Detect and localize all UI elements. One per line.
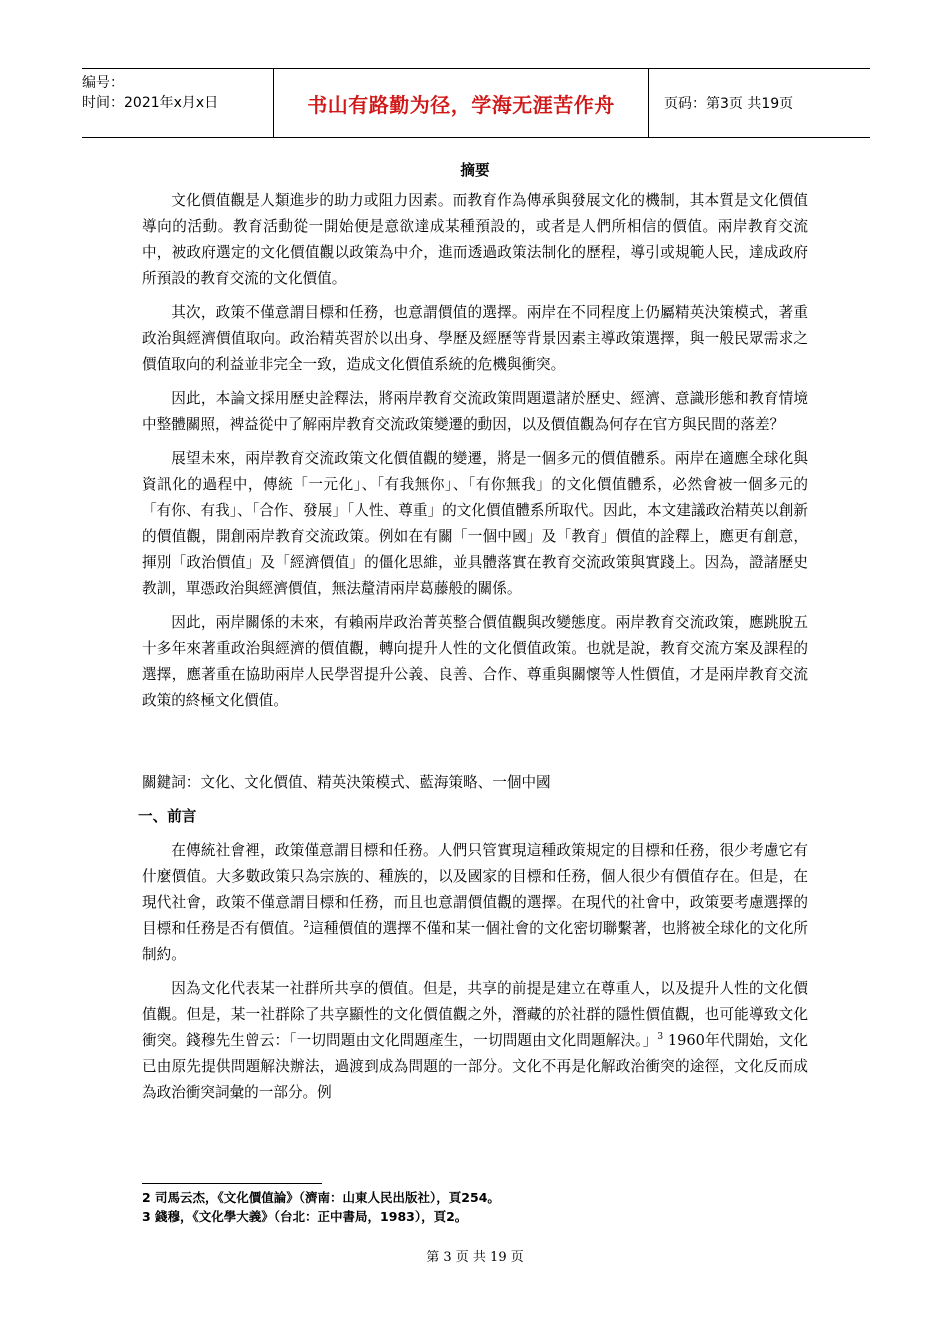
intro-paragraph [142,838,808,968]
section-heading: 一、前言 [138,808,197,825]
intro-text: 這種價值的選擇不僅和某一個社會的文化密切聯繫著，也將被全球化的文化所制約。 [142,920,808,963]
abstract-title: 摘要 [460,162,490,179]
footnote-ref: 3 [657,1032,664,1043]
abstract-paragraph: 其次，政策不僅意謂目標和任務，也意謂價值的選擇。兩岸在不同程度上仍屬精英決策模式，著重政治與經濟價值取向。政治精英習於以出身、學歷及經歷等背景因素主導政策選擇，與一般民眾需求之價值取向的利益並非完全一致，造成文化價值系統的危機與衝突。 [142,304,808,373]
abstract-paragraph: 因此，兩岸關係的未來，有賴兩岸政治菁英整合價值觀與改變態度。兩岸教育交流政策，應跳脫五十多年來著重政治與經濟的價值觀，轉向提升人性的文化價值政策。也就是說，教育交流方案及課程的選擇，應著重在協助兩岸人民學習提升公義、良善、合作、尊重與關懷等人性價值，才是兩岸教育交流政策的終極文化價值。 [142,614,808,709]
code-label: 编号： [82,75,124,91]
intro-text: 在傳統社會裡，政策僅意謂目標和任務。人們只管實現這種政策規定的目標和任務，很少考慮它有什麼價值。大多數政策只為宗族的、種族的，以及國家的目標和任務，個人很少有價值存在。但是，在現代社會，政策不僅意謂目標和任務，而且也意謂價值觀的選擇。在現代的社會中，政策要考慮選擇的目標和任務是否有價值。 [142,842,808,937]
footnote: 3 錢穆，《文化學大義》（台北：正中書局，1983），頁2。 [142,1209,468,1224]
footnote-separator [142,1183,322,1184]
page-footer: 第 3 页 共 19 页 [426,1250,524,1265]
header-meta [82,69,274,137]
document-body [138,158,809,1114]
footnote-ref: 2 [303,920,310,931]
intro-paragraph [142,976,808,1106]
header-page-info: 页码：第3页 共19页 [664,96,794,112]
abstract-paragraph: 展望未來，兩岸教育交流政策文化價值觀的變遷，將是一個多元的價值體系。兩岸在適應全球化與資訊化的過程中，傳統「一元化」、「有我無你」、「有你無我」的文化價值體系，必然會被一個多元的「有你、有我」、「合作、發展」「人性、尊重」的文化價值體系所取代。因此，本文建議政治精英以創新的價值觀，開創兩岸教育交流政策。例如在有關「一個中國」及「教育」價值的詮釋上，應更有創意，揮別「政治價值」及「經濟價值」的僵化思維，並具體落實在教育交流政策與實踐上。因為，證諸歷史教訓，單憑政治與經濟價值，無法釐清兩岸葛藤般的關係。 [142,450,808,597]
footnote: 2 司馬云杰，《文化價值論》（濟南：山東人民出版社），頁254。 [142,1190,500,1205]
abstract-paragraph: 文化價值觀是人類進步的助力或阻力因素。而教育作為傳承與發展文化的機制，其本質是文化價值導向的活動。教育活動從一開始便是意欲達成某種預設的，或者是人們所相信的價值。兩岸教育交流中，被政府選定的文化價值觀以政策為中介，進而透過政策法制化的歷程，導引或規範人民，達成政府所預設的教育交流的文化價值。 [142,192,808,287]
header-motto: 书山有路勤为径，学海无涯苦作舟 [274,69,649,137]
footnotes [142,1188,808,1226]
keywords: 關鍵詞：文化、文化價值、精英決策模式、藍海策略、一個中國 [142,774,551,791]
page-header [82,68,870,138]
intro-text: 因為文化代表某一社群所共享的價值。但是，共享的前提是建立在尊重人，以及提升人性的文化價值觀。但是，某一社群除了共享顯性的文化價值觀之外，潛藏的於社群的隱性價值觀，也可能導致文化衝突。錢穆先生曾云：「一切問題由文化問題產生，一切問題由文化問題解決。」 [142,980,808,1049]
time-label: 时间：2021年x月x日 [82,95,219,111]
intro-text: 1960年代開始，文化已由原先提供問題解決辦法，過渡到成為問題的一部分。文化不再是化解政治衝突的途徑，文化反而成為政治衝突詞彙的一部分。例 [142,1032,809,1101]
abstract-paragraph: 因此，本論文採用歷史詮釋法，將兩岸教育交流政策問題還諸於歷史、經濟、意識形態和教育情境中整體關照，裨益從中了解兩岸教育交流政策變遷的動因，以及價值觀為何存在官方與民間的落差？ [142,390,808,433]
